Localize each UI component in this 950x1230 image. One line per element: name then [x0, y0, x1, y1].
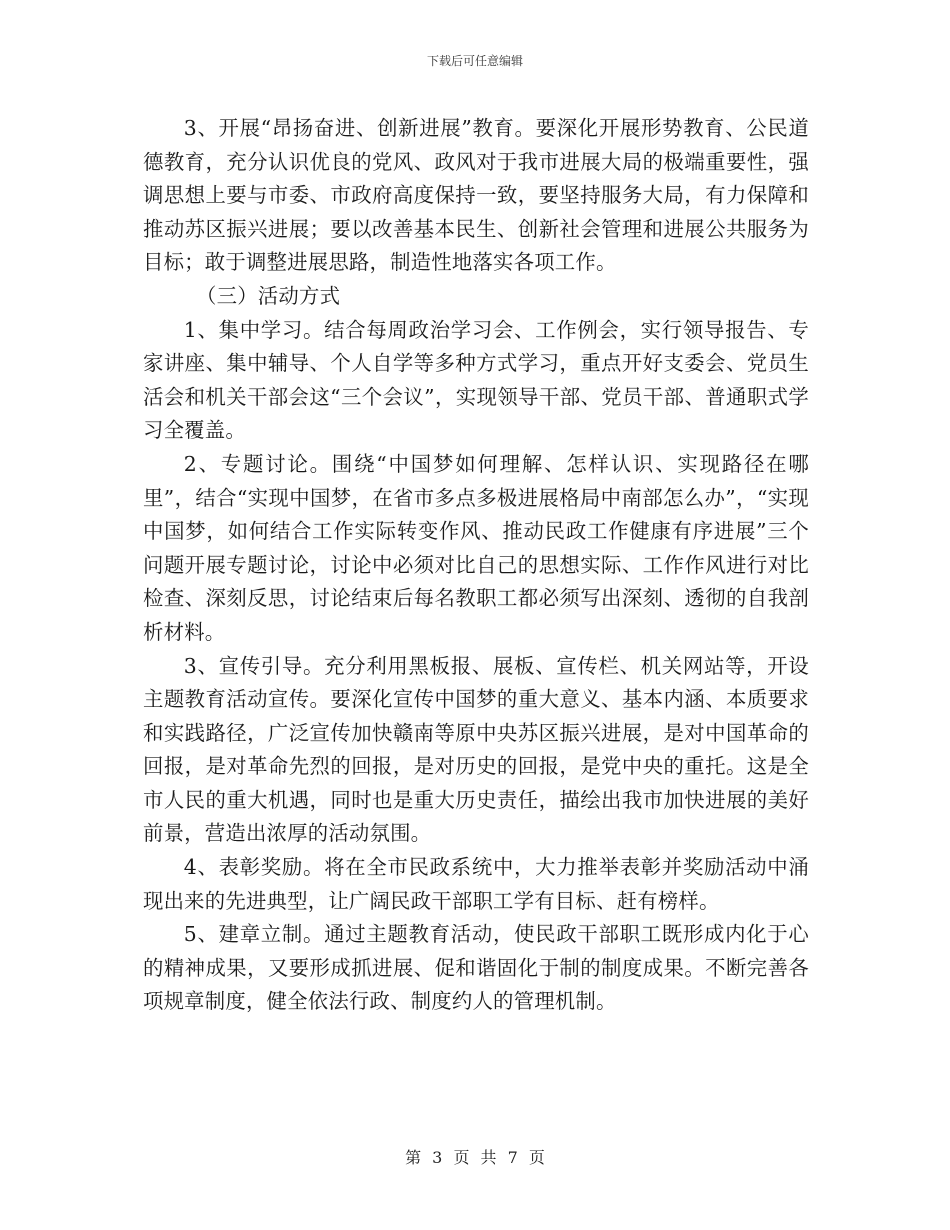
paragraph-3: 2、专题讨论。围绕“中国梦如何理解、怎样认识、实现路径在哪里”，结合“实现中国梦，在省市多点多极进展格局中南部怎么办”，“实现中国梦，如何结合工作实际转变作风、推动民政工作健康有序进展”三个问题开展专题讨论，讨论中必须对比自己的思想实际、工作作风进行对比检查、深刻反思，讨论结束后每名教职工都必须写出深刻、透彻的自我剖析材料。: [143, 451, 809, 644]
paragraph-4: 3、宣传引导。充分利用黑板报、展板、宣传栏、机关网站等，开设主题教育活动宣传。要深化宣传中国梦的重大意义、基本内涵、本质要求和实践路径，广泛宣传加快赣南等原中央苏区振兴进展，是对中国革命的回报，是对革命先烈的回报，是对历史的回报，是党中央的重托。这是全市人民的重大机遇，同时也是重大历史责任，描绘出我市加快进展的美好前景，营造出浓厚的活动氛围。: [143, 653, 809, 846]
header-note: 下载后可任意编辑: [426, 54, 523, 68]
section-heading: （三）活动方式: [196, 283, 341, 308]
paragraph-1: 3、开展“昂扬奋进、创新进展”教育。要深化开展形势教育、公民道德教育，充分认识优良的党风、政风对于我市进展大局的极端重要性，强调思想上要与市委、市政府高度保持一致，要坚持服务大局，有力保障和推动苏区振兴进展；要以改善基本民生、创新社会管理和进展公共服务为目标；敢于调整进展思路，制造性地落实各项工作。: [143, 116, 809, 275]
document-body: [143, 112, 809, 1019]
paragraph-6: 5、建章立制。通过主题教育活动，使民政干部职工既形成内化于心的精神成果，又要形成抓进展、促和谐固化于制的制度成果。不断完善各项规章制度，健全依法行政、制度约人的管理机制。: [143, 922, 809, 1014]
paragraph-5: 4、表彰奖励。将在全市民政系统中，大力推举表彰并奖励活动中涌现出来的先进典型，让广阔民政干部职工学有目标、赶有榜样。: [143, 855, 809, 913]
page-number: 第 3 页 共 7 页: [405, 1148, 545, 1167]
paragraph-2: 1、集中学习。结合每周政治学习会、工作例会，实行领导报告、专家讲座、集中辅导、个人自学等多种方式学习，重点开好支委会、党员生活会和机关干部会这“三个会议”，实现领导干部、党员干部、普通职式学习全覆盖。: [143, 317, 809, 443]
